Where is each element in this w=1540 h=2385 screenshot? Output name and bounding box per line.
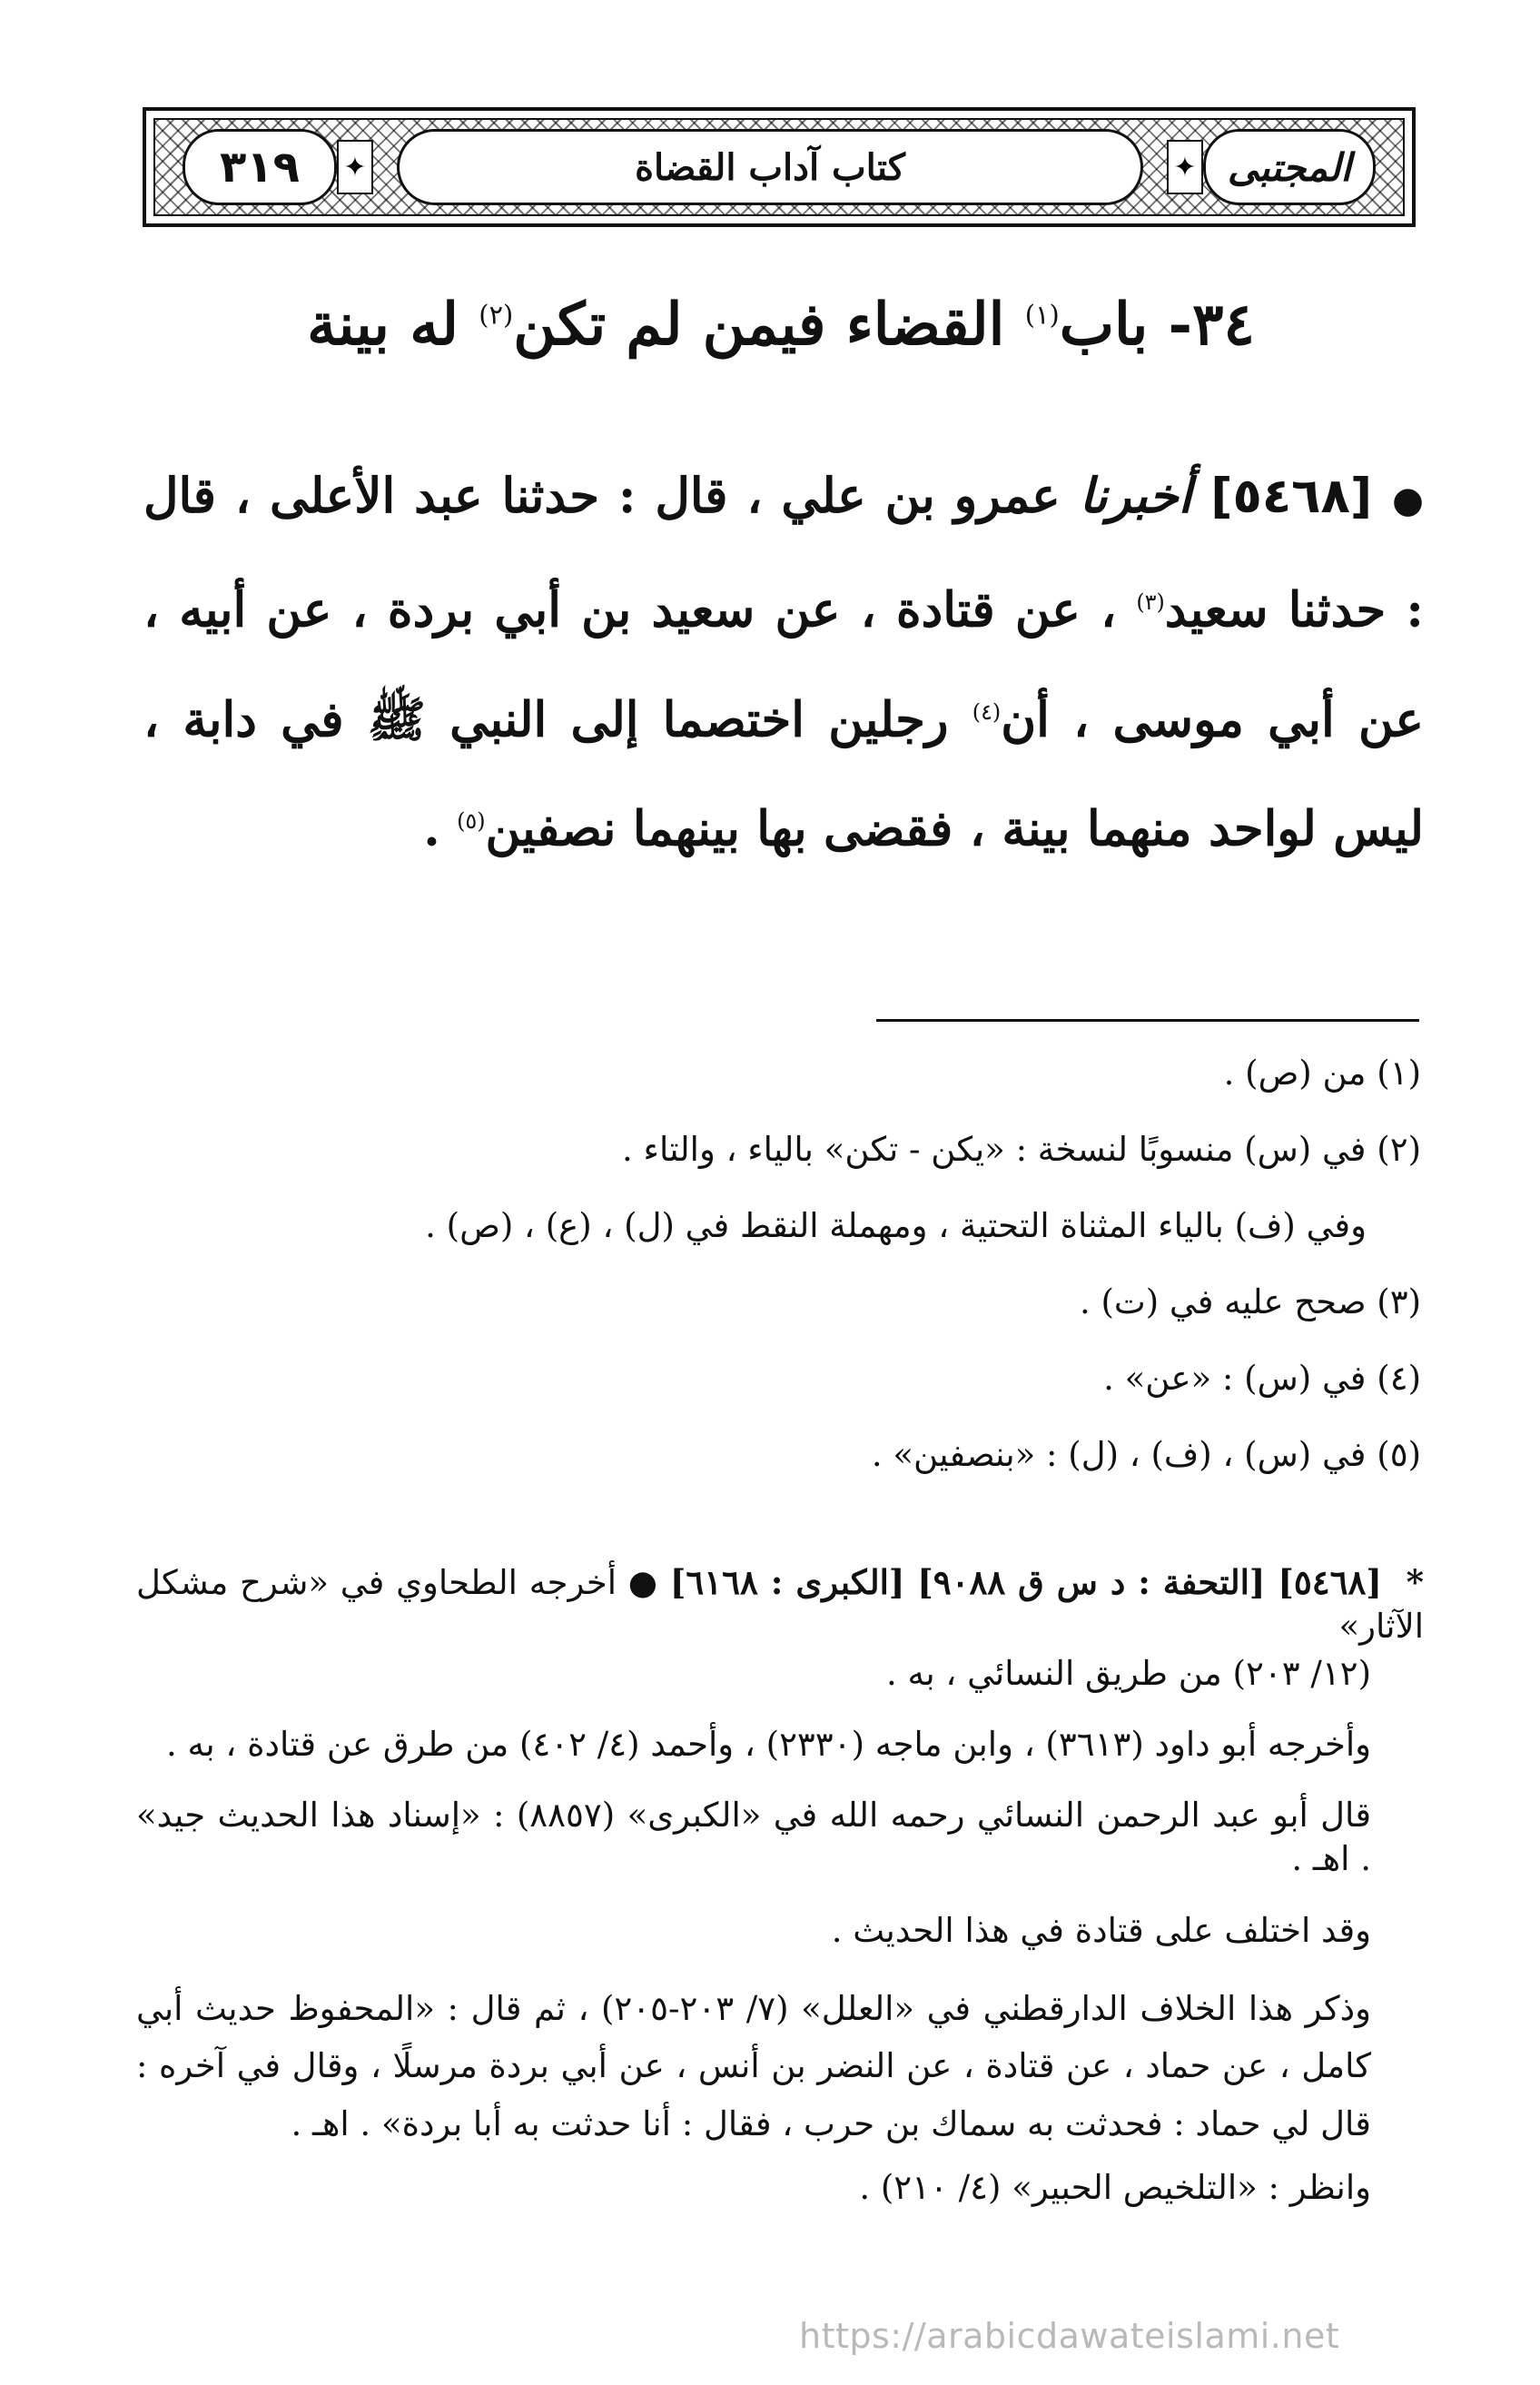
takhrij-paragraph: وذكر هذا الخلاف الدارقطني في «العلل» (٧/ ٢٠٣-٢٠٥) ، ثم قال : «المحفوظ حديث أبي كامل ، عن حماد ، عن قتادة ، عن النضر بن أنس ، عن أبي بردة مرسلًا ، وقال في آخره : قال لي حماد : فحدثت به سماك بن حرب ، فقال : أنا حدثت به أبا بردة» . اهـ . bbox=[136, 1988, 1371, 2143]
footnote: وفي (ف) بالياء المثناة التحتية ، ومهملة النقط في (ل) ، (ع) ، (ص) . bbox=[425, 1206, 1367, 1246]
takhrij-line: قال أبو عبد الرحمن النسائي رحمه الله في «الكبرى» (٨٨٥٧) : «إسناد هذا الحديث جيد» . اهـ . bbox=[136, 1796, 1372, 1879]
footnote-ref-4: (٤) bbox=[972, 698, 1002, 725]
takhrij-section bbox=[136, 1560, 1424, 2237]
footnote-ref-2: (٢) bbox=[479, 299, 514, 331]
takhrij-references: [٥٤٦٨] [التحفة : د س ق ٩٠٨٨] [الكبرى : ٦١٦٨] bbox=[669, 1562, 1382, 1602]
takhrij-header bbox=[136, 1560, 1424, 1648]
chapter-text-2: له بينة bbox=[307, 291, 459, 359]
chapter-bab: باب bbox=[1059, 291, 1149, 359]
takhrij-line: وقد اختلف على قتادة في هذا الحديث . bbox=[831, 1910, 1371, 1950]
footnote-ref-3: (٣) bbox=[1136, 589, 1165, 615]
asterisk-icon: * bbox=[1406, 1562, 1424, 1602]
footnote-separator bbox=[876, 1019, 1419, 1022]
ornament-right-icon: ✦ bbox=[1167, 140, 1203, 194]
hadith-akhbarana: أخبرنا bbox=[1079, 468, 1192, 524]
footnote: (٢) في (س) منسوبًا لنسخة : «يكن - تكن» بالياء ، والتاء . bbox=[622, 1130, 1421, 1170]
hadith-text-a: عمرو بن علي ، قال : حدثنا عبد الأعلى ، قال : حدثنا سعيد bbox=[143, 468, 1424, 638]
book-brand: المجتبى bbox=[1203, 129, 1376, 205]
footnote: (٤) في (س) : «عن» . bbox=[1103, 1359, 1421, 1399]
chapter-heading bbox=[145, 289, 1417, 361]
footnote-ref-1: (١) bbox=[1024, 299, 1060, 331]
watermark-url: https://arabicdawateislami.net bbox=[799, 2316, 1340, 2356]
chapter-number: ٣٤- bbox=[1168, 291, 1255, 359]
chapter-text-1: القضاء فيمن لم تكن bbox=[513, 291, 1005, 359]
page-number: ٣١٩ bbox=[183, 129, 337, 205]
hadith-text-c: رجلين اختصما إلى النبي ﷺ في دابة ، ليس لواحد منهما بينة ، فقضى بها بينهما نصفين bbox=[143, 691, 1424, 857]
ornament-left-icon: ✦ bbox=[337, 140, 373, 194]
header-border-pattern bbox=[153, 118, 1405, 216]
footnotes bbox=[145, 1052, 1421, 1510]
footnote-ref-5: (٥) bbox=[457, 808, 486, 835]
takhrij-line: وأخرجه أبو داود (٣٦١٣) ، وابن ماجه (٢٣٣٠) ، وأحمد (٤/ ٤٠٢) من طرق عن قتادة ، به . bbox=[166, 1725, 1371, 1765]
hadith-text-b: ، عن قتادة ، عن سعيد بن أبي بردة ، عن أبيه ، عن أبي موسى ، أن bbox=[143, 581, 1424, 748]
hadith-text-d: . bbox=[423, 800, 440, 857]
ornamental-header bbox=[143, 107, 1416, 227]
footnote: (٥) في (س) ، (ف) ، (ل) : «بنصفين» . bbox=[871, 1435, 1421, 1475]
takhrij-head-rest: ● أخرجه الطحاوي في «شرح مشكل الآثار» bbox=[136, 1563, 1424, 1647]
running-title: كتاب آداب القضاة bbox=[397, 129, 1143, 205]
hadith-bullet-icon: ● bbox=[1392, 479, 1425, 521]
takhrij-line: وانظر : «التلخيص الحبير» (٤/ ٢١٠) . bbox=[859, 2167, 1371, 2207]
hadith-text bbox=[143, 445, 1424, 880]
footnote: (٣) صحح عليه في (ت) . bbox=[1079, 1282, 1421, 1322]
takhrij-line: (١٢/ ٢٠٣) من طريق النسائي ، به . bbox=[885, 1654, 1371, 1694]
footnote: (١) من (ص) . bbox=[1223, 1054, 1421, 1093]
hadith-number: [٥٤٦٨] bbox=[1210, 469, 1373, 524]
